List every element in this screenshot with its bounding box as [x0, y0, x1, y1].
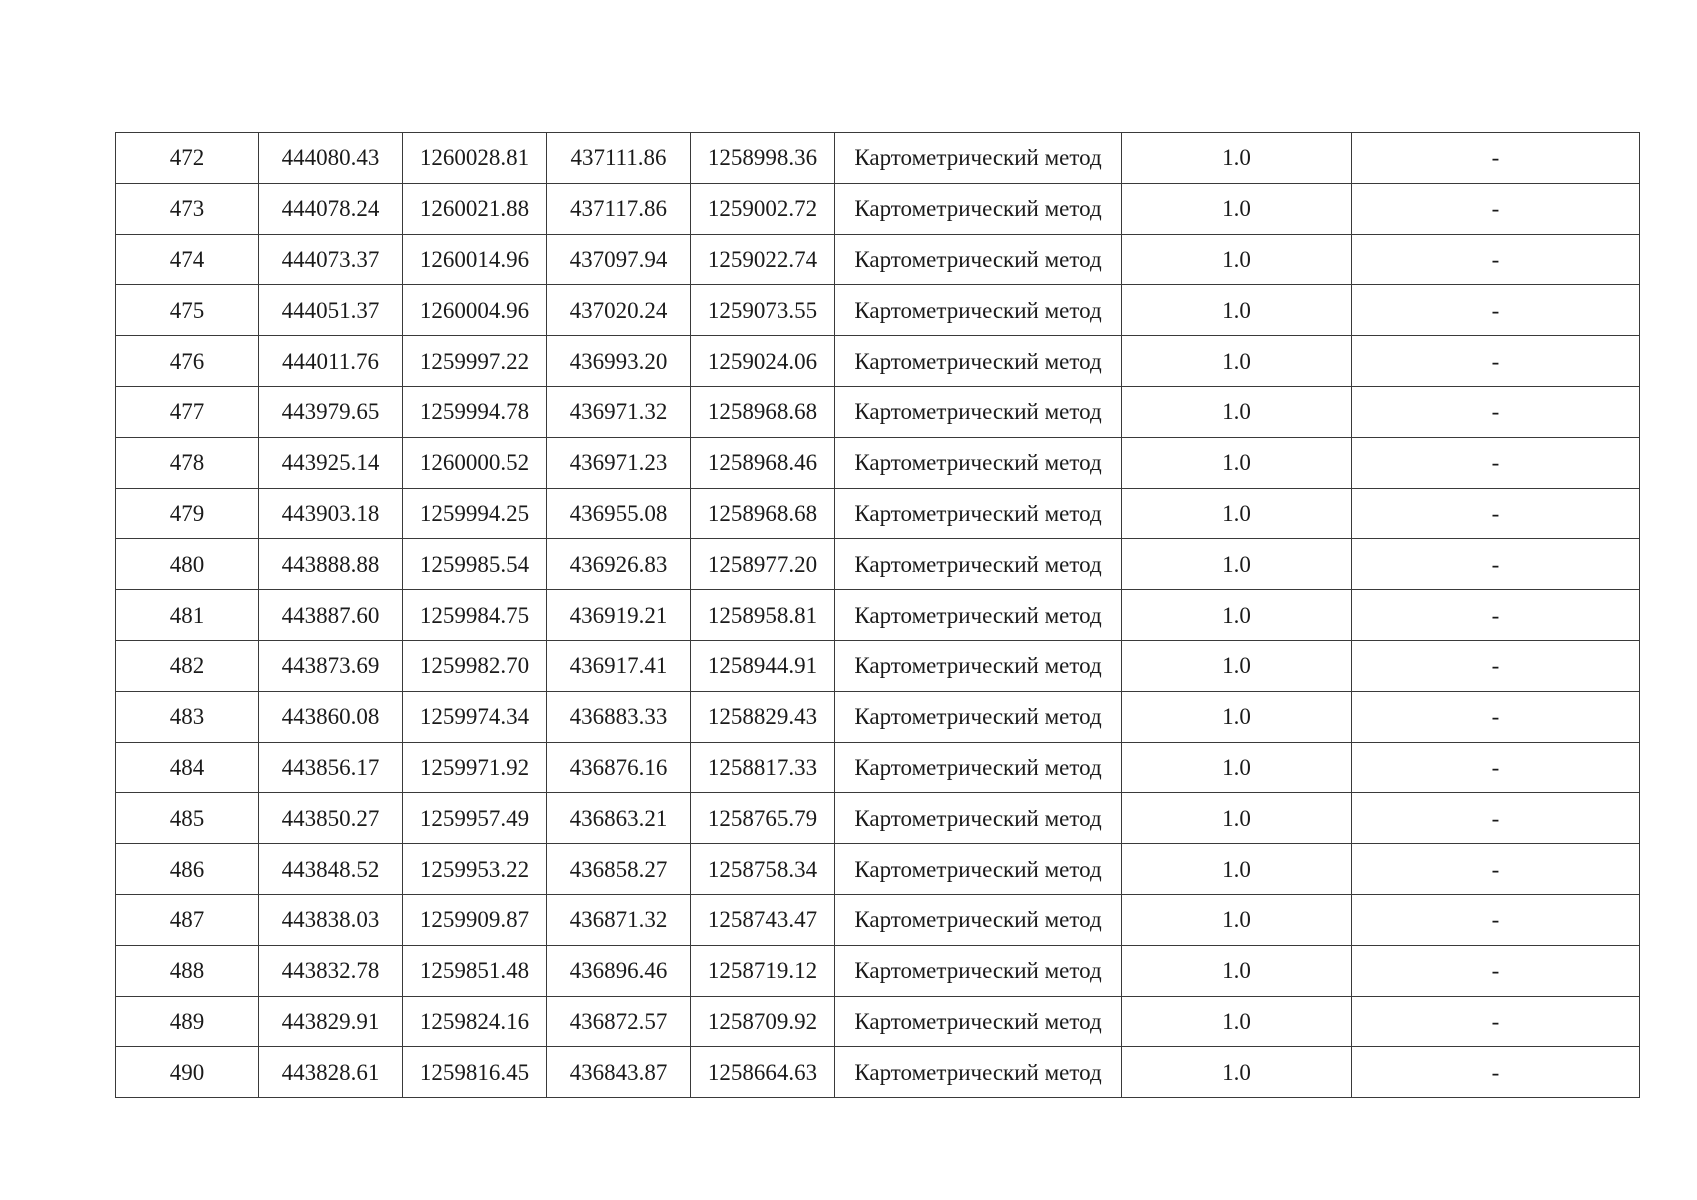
point-number-cell: 490 [116, 1047, 259, 1098]
x-refined-cell: 437020.24 [547, 285, 691, 336]
table-row [116, 640, 1640, 691]
table-row [116, 691, 1640, 742]
point-number-cell: 489 [116, 996, 259, 1047]
y-existing-cell: 1259971.92 [403, 742, 547, 793]
method-cell: Картометрический метод [835, 488, 1122, 539]
table-row [116, 590, 1640, 641]
x-refined-cell: 436871.32 [547, 894, 691, 945]
point-number-cell: 472 [116, 133, 259, 184]
point-number-cell: 486 [116, 844, 259, 895]
description-cell: - [1352, 386, 1640, 437]
description-cell: - [1352, 336, 1640, 387]
accuracy-cell: 1.0 [1122, 183, 1352, 234]
x-existing-cell: 443903.18 [259, 488, 403, 539]
method-cell: Картометрический метод [835, 640, 1122, 691]
description-cell: - [1352, 1047, 1640, 1098]
accuracy-cell: 1.0 [1122, 996, 1352, 1047]
method-cell: Картометрический метод [835, 234, 1122, 285]
coordinates-table [115, 132, 1640, 1098]
x-existing-cell: 443850.27 [259, 793, 403, 844]
x-existing-cell: 443856.17 [259, 742, 403, 793]
x-existing-cell: 443888.88 [259, 539, 403, 590]
y-refined-cell: 1258944.91 [691, 640, 835, 691]
x-existing-cell: 443860.08 [259, 691, 403, 742]
method-cell: Картометрический метод [835, 793, 1122, 844]
y-existing-cell: 1259985.54 [403, 539, 547, 590]
y-existing-cell: 1259909.87 [403, 894, 547, 945]
table-row [116, 488, 1640, 539]
point-number-cell: 478 [116, 437, 259, 488]
point-number-cell: 473 [116, 183, 259, 234]
x-existing-cell: 443848.52 [259, 844, 403, 895]
method-cell: Картометрический метод [835, 539, 1122, 590]
table-row [116, 133, 1640, 184]
x-refined-cell: 436863.21 [547, 793, 691, 844]
x-refined-cell: 436896.46 [547, 945, 691, 996]
accuracy-cell: 1.0 [1122, 234, 1352, 285]
description-cell: - [1352, 793, 1640, 844]
x-existing-cell: 444078.24 [259, 183, 403, 234]
y-existing-cell: 1259816.45 [403, 1047, 547, 1098]
x-refined-cell: 436872.57 [547, 996, 691, 1047]
y-existing-cell: 1259994.25 [403, 488, 547, 539]
table-row [116, 539, 1640, 590]
description-cell: - [1352, 234, 1640, 285]
accuracy-cell: 1.0 [1122, 285, 1352, 336]
description-cell: - [1352, 590, 1640, 641]
x-refined-cell: 436926.83 [547, 539, 691, 590]
table-row [116, 1047, 1640, 1098]
table-row [116, 336, 1640, 387]
coordinates-table-body [116, 133, 1640, 1098]
accuracy-cell: 1.0 [1122, 894, 1352, 945]
y-refined-cell: 1259022.74 [691, 234, 835, 285]
x-existing-cell: 443838.03 [259, 894, 403, 945]
y-refined-cell: 1258968.46 [691, 437, 835, 488]
point-number-cell: 475 [116, 285, 259, 336]
y-existing-cell: 1260028.81 [403, 133, 547, 184]
description-cell: - [1352, 539, 1640, 590]
description-cell: - [1352, 640, 1640, 691]
y-refined-cell: 1258968.68 [691, 386, 835, 437]
table-row [116, 742, 1640, 793]
y-existing-cell: 1259982.70 [403, 640, 547, 691]
description-cell: - [1352, 183, 1640, 234]
table-row [116, 437, 1640, 488]
y-refined-cell: 1258998.36 [691, 133, 835, 184]
y-refined-cell: 1259024.06 [691, 336, 835, 387]
method-cell: Картометрический метод [835, 386, 1122, 437]
accuracy-cell: 1.0 [1122, 793, 1352, 844]
description-cell: - [1352, 894, 1640, 945]
table-row [116, 996, 1640, 1047]
y-existing-cell: 1259851.48 [403, 945, 547, 996]
method-cell: Картометрический метод [835, 945, 1122, 996]
description-cell: - [1352, 437, 1640, 488]
x-refined-cell: 436993.20 [547, 336, 691, 387]
point-number-cell: 477 [116, 386, 259, 437]
accuracy-cell: 1.0 [1122, 945, 1352, 996]
x-existing-cell: 443873.69 [259, 640, 403, 691]
point-number-cell: 474 [116, 234, 259, 285]
accuracy-cell: 1.0 [1122, 539, 1352, 590]
x-refined-cell: 436955.08 [547, 488, 691, 539]
y-refined-cell: 1258719.12 [691, 945, 835, 996]
point-number-cell: 484 [116, 742, 259, 793]
accuracy-cell: 1.0 [1122, 640, 1352, 691]
point-number-cell: 485 [116, 793, 259, 844]
method-cell: Картометрический метод [835, 844, 1122, 895]
description-cell: - [1352, 285, 1640, 336]
x-existing-cell: 444051.37 [259, 285, 403, 336]
table-row [116, 945, 1640, 996]
x-existing-cell: 444073.37 [259, 234, 403, 285]
accuracy-cell: 1.0 [1122, 844, 1352, 895]
accuracy-cell: 1.0 [1122, 336, 1352, 387]
y-existing-cell: 1259824.16 [403, 996, 547, 1047]
y-refined-cell: 1258829.43 [691, 691, 835, 742]
y-existing-cell: 1259953.22 [403, 844, 547, 895]
y-refined-cell: 1258743.47 [691, 894, 835, 945]
y-refined-cell: 1258958.81 [691, 590, 835, 641]
x-existing-cell: 443829.91 [259, 996, 403, 1047]
table-row [116, 894, 1640, 945]
table-row [116, 183, 1640, 234]
description-cell: - [1352, 945, 1640, 996]
x-refined-cell: 437097.94 [547, 234, 691, 285]
y-existing-cell: 1259957.49 [403, 793, 547, 844]
x-existing-cell: 443979.65 [259, 386, 403, 437]
y-existing-cell: 1260000.52 [403, 437, 547, 488]
description-cell: - [1352, 742, 1640, 793]
method-cell: Картометрический метод [835, 996, 1122, 1047]
point-number-cell: 487 [116, 894, 259, 945]
description-cell: - [1352, 488, 1640, 539]
method-cell: Картометрический метод [835, 1047, 1122, 1098]
method-cell: Картометрический метод [835, 133, 1122, 184]
y-existing-cell: 1260004.96 [403, 285, 547, 336]
point-number-cell: 483 [116, 691, 259, 742]
y-refined-cell: 1258709.92 [691, 996, 835, 1047]
y-refined-cell: 1258968.68 [691, 488, 835, 539]
description-cell: - [1352, 691, 1640, 742]
y-refined-cell: 1259073.55 [691, 285, 835, 336]
x-refined-cell: 436843.87 [547, 1047, 691, 1098]
x-refined-cell: 436876.16 [547, 742, 691, 793]
accuracy-cell: 1.0 [1122, 590, 1352, 641]
y-existing-cell: 1259997.22 [403, 336, 547, 387]
description-cell: - [1352, 133, 1640, 184]
x-existing-cell: 443925.14 [259, 437, 403, 488]
accuracy-cell: 1.0 [1122, 742, 1352, 793]
method-cell: Картометрический метод [835, 894, 1122, 945]
x-existing-cell: 444080.43 [259, 133, 403, 184]
point-number-cell: 479 [116, 488, 259, 539]
point-number-cell: 488 [116, 945, 259, 996]
method-cell: Картометрический метод [835, 285, 1122, 336]
point-number-cell: 480 [116, 539, 259, 590]
point-number-cell: 481 [116, 590, 259, 641]
accuracy-cell: 1.0 [1122, 1047, 1352, 1098]
y-refined-cell: 1258664.63 [691, 1047, 835, 1098]
x-refined-cell: 436971.32 [547, 386, 691, 437]
x-existing-cell: 444011.76 [259, 336, 403, 387]
method-cell: Картометрический метод [835, 183, 1122, 234]
y-existing-cell: 1260014.96 [403, 234, 547, 285]
point-number-cell: 476 [116, 336, 259, 387]
accuracy-cell: 1.0 [1122, 437, 1352, 488]
y-refined-cell: 1258765.79 [691, 793, 835, 844]
table-row [116, 793, 1640, 844]
x-existing-cell: 443828.61 [259, 1047, 403, 1098]
table-row [116, 285, 1640, 336]
x-existing-cell: 443887.60 [259, 590, 403, 641]
table-row [116, 234, 1640, 285]
accuracy-cell: 1.0 [1122, 488, 1352, 539]
table-row [116, 386, 1640, 437]
method-cell: Картометрический метод [835, 742, 1122, 793]
method-cell: Картометрический метод [835, 691, 1122, 742]
accuracy-cell: 1.0 [1122, 691, 1352, 742]
y-existing-cell: 1259974.34 [403, 691, 547, 742]
x-refined-cell: 436883.33 [547, 691, 691, 742]
x-refined-cell: 437111.86 [547, 133, 691, 184]
method-cell: Картометрический метод [835, 336, 1122, 387]
accuracy-cell: 1.0 [1122, 386, 1352, 437]
y-existing-cell: 1259984.75 [403, 590, 547, 641]
x-refined-cell: 437117.86 [547, 183, 691, 234]
y-refined-cell: 1258817.33 [691, 742, 835, 793]
x-existing-cell: 443832.78 [259, 945, 403, 996]
y-refined-cell: 1259002.72 [691, 183, 835, 234]
x-refined-cell: 436919.21 [547, 590, 691, 641]
method-cell: Картометрический метод [835, 590, 1122, 641]
y-existing-cell: 1259994.78 [403, 386, 547, 437]
x-refined-cell: 436917.41 [547, 640, 691, 691]
y-refined-cell: 1258758.34 [691, 844, 835, 895]
y-existing-cell: 1260021.88 [403, 183, 547, 234]
description-cell: - [1352, 844, 1640, 895]
table-row [116, 844, 1640, 895]
method-cell: Картометрический метод [835, 437, 1122, 488]
y-refined-cell: 1258977.20 [691, 539, 835, 590]
x-refined-cell: 436971.23 [547, 437, 691, 488]
description-cell: - [1352, 996, 1640, 1047]
x-refined-cell: 436858.27 [547, 844, 691, 895]
point-number-cell: 482 [116, 640, 259, 691]
accuracy-cell: 1.0 [1122, 133, 1352, 184]
